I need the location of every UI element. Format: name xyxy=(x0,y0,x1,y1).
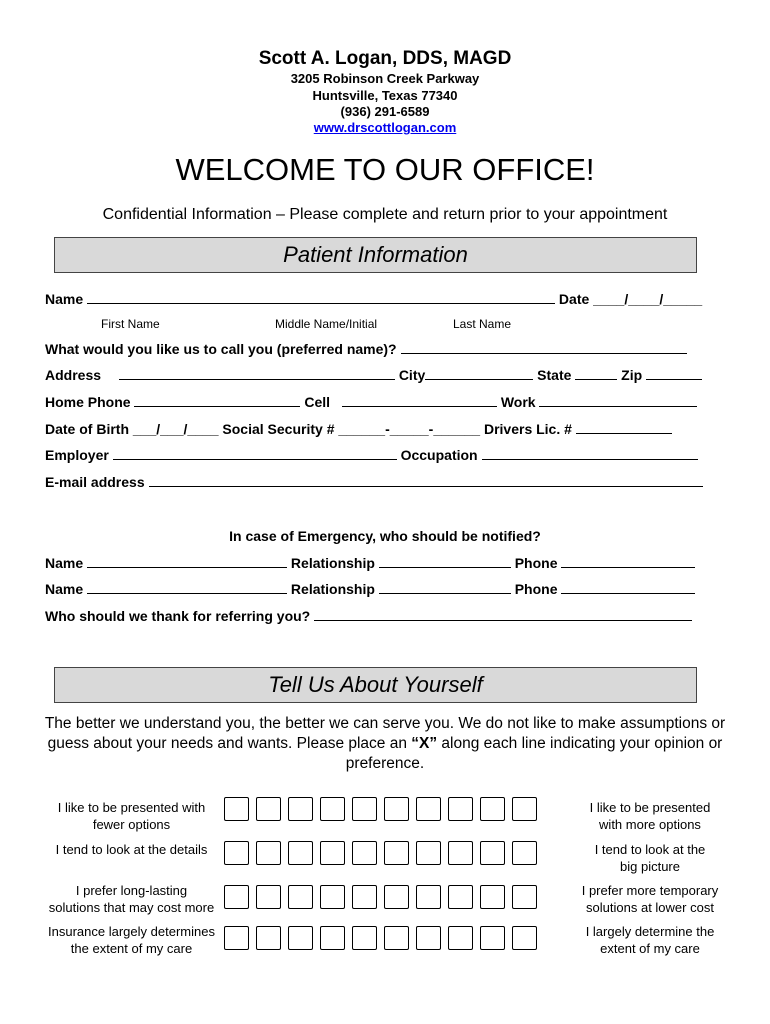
scale-1-right-line2: with more options xyxy=(599,817,701,832)
scale-1-left-line1: I like to be presented with xyxy=(57,800,206,815)
cell-label: Cell xyxy=(304,394,331,410)
office-phone: (936) 291-6589 xyxy=(340,104,430,119)
emergency-name-field[interactable] xyxy=(87,582,287,594)
scale-box[interactable] xyxy=(416,797,441,821)
email-field[interactable] xyxy=(149,475,703,487)
name-field[interactable] xyxy=(87,292,555,304)
first-name-caption: First Name xyxy=(101,317,160,331)
scale-box[interactable] xyxy=(512,797,537,821)
scale-3-left xyxy=(40,882,223,916)
name-row xyxy=(45,291,702,307)
intro-text-2: along each line indicating your opinion or preference. xyxy=(345,735,723,772)
scale-box[interactable] xyxy=(256,841,281,865)
last-name-caption: Last Name xyxy=(453,317,512,331)
home-phone-label: Home Phone xyxy=(45,394,131,410)
scale-box[interactable] xyxy=(416,841,441,865)
preferred-name-label: What would you like us to call you (preferred name)? xyxy=(45,341,397,357)
scale-4-right-line2: extent of my care xyxy=(600,941,700,956)
scale-box[interactable] xyxy=(288,885,313,909)
city-field[interactable] xyxy=(425,368,533,380)
scale-4-boxes xyxy=(224,926,537,950)
scale-3-left-line2: solutions that may cost more xyxy=(48,900,215,915)
referral-label: Who should we thank for referring you? xyxy=(45,608,311,624)
scale-box[interactable] xyxy=(448,797,473,821)
scale-3-right xyxy=(570,882,730,916)
scale-4-left xyxy=(40,923,223,957)
email-label: E-mail address xyxy=(45,474,145,490)
scale-box[interactable] xyxy=(352,885,377,909)
email-row xyxy=(45,474,703,490)
scale-box[interactable] xyxy=(416,885,441,909)
scale-4-left-line1: Insurance largely determines xyxy=(48,924,215,939)
preferred-name-row xyxy=(45,341,687,357)
scale-1-right-line1: I like to be presented xyxy=(589,800,711,815)
scale-4-right-line1: I largely determine the xyxy=(585,924,715,939)
scale-box[interactable] xyxy=(480,841,505,865)
scale-2-left-line1: I tend to look at the details xyxy=(55,842,208,857)
scale-box[interactable] xyxy=(256,926,281,950)
scale-box[interactable] xyxy=(352,841,377,865)
patient-info-banner: Patient Information xyxy=(54,237,697,273)
drivers-lic-field[interactable] xyxy=(576,422,672,434)
scale-2-left xyxy=(40,841,223,858)
phones-row xyxy=(45,394,697,410)
emergency-heading: In case of Emergency, who should be notified? xyxy=(229,528,541,544)
scale-3-left-line1: I prefer long-lasting xyxy=(75,883,188,898)
scale-box[interactable] xyxy=(352,797,377,821)
emergency-contact-1 xyxy=(45,555,695,571)
date-label: Date xyxy=(558,291,590,307)
home-phone-field[interactable] xyxy=(134,395,300,407)
scale-box[interactable] xyxy=(320,926,345,950)
scale-3-right-line2: solutions at lower cost xyxy=(586,900,714,915)
scale-1-right xyxy=(570,799,730,833)
scale-box[interactable] xyxy=(384,885,409,909)
relationship-field[interactable] xyxy=(379,556,511,568)
address-line2: Huntsville, Texas 77340 xyxy=(312,88,458,103)
scale-2-right-line2: big picture xyxy=(620,859,680,874)
scale-box[interactable] xyxy=(288,797,313,821)
intro-text-1: The better we understand you, the better we can serve you. We do not like to make assumptions or guess about your needs and wants. Please place an xyxy=(44,715,726,752)
cell-field[interactable] xyxy=(342,395,497,407)
occupation-field[interactable] xyxy=(482,448,698,460)
zip-field[interactable] xyxy=(646,368,702,380)
scale-3-boxes xyxy=(224,885,537,909)
scale-box[interactable] xyxy=(480,926,505,950)
scale-box[interactable] xyxy=(512,885,537,909)
relationship-label: Relationship xyxy=(290,581,375,597)
intro-x-mark: “X” xyxy=(411,735,438,752)
dob-field[interactable]: ___/___/____ xyxy=(132,421,219,437)
scale-box[interactable] xyxy=(320,841,345,865)
scale-2-right-line1: I tend to look at the xyxy=(594,842,706,857)
employer-label: Employer xyxy=(45,447,109,463)
employer-row xyxy=(45,447,698,463)
emergency-phone-label: Phone xyxy=(514,581,558,597)
address-row xyxy=(45,367,702,383)
address-line1: 3205 Robinson Creek Parkway xyxy=(290,71,480,86)
scale-box[interactable] xyxy=(384,926,409,950)
date-field[interactable]: ____/____/_____ xyxy=(593,291,703,307)
emergency-phone-label: Phone xyxy=(514,555,558,571)
scale-box[interactable] xyxy=(288,926,313,950)
about-banner: Tell Us About Yourself xyxy=(54,667,697,703)
relationship-label: Relationship xyxy=(290,555,375,571)
scale-box[interactable] xyxy=(320,885,345,909)
scale-box[interactable] xyxy=(224,841,249,865)
scale-4-left-line2: the extent of my care xyxy=(70,941,193,956)
scale-box[interactable] xyxy=(512,841,537,865)
scale-1-left-line2: fewer options xyxy=(92,817,171,832)
preferred-name-field[interactable] xyxy=(401,342,687,354)
scale-3-right-line1: I prefer more temporary xyxy=(581,883,719,898)
emergency-name-label: Name xyxy=(45,581,84,597)
scale-box[interactable] xyxy=(320,797,345,821)
state-label: State xyxy=(537,367,572,383)
scale-box[interactable] xyxy=(448,841,473,865)
work-field[interactable] xyxy=(539,395,697,407)
occupation-label: Occupation xyxy=(400,447,478,463)
scale-2-right xyxy=(570,841,730,875)
scale-box[interactable] xyxy=(256,885,281,909)
scale-box[interactable] xyxy=(288,841,313,865)
emergency-phone-field[interactable] xyxy=(561,582,695,594)
scale-box[interactable] xyxy=(256,797,281,821)
middle-name-caption: Middle Name/Initial xyxy=(275,317,378,331)
dob-row xyxy=(45,421,672,437)
ssn-field[interactable]: ______-_____-______ xyxy=(338,421,481,437)
address-field[interactable] xyxy=(119,368,395,380)
work-label: Work xyxy=(500,394,536,410)
referral-row xyxy=(45,608,692,624)
scale-1-boxes xyxy=(224,797,537,821)
emergency-name-label: Name xyxy=(45,555,84,571)
scale-box[interactable] xyxy=(480,885,505,909)
city-label: City xyxy=(398,367,426,383)
scale-box[interactable] xyxy=(512,926,537,950)
confidential-note: Confidential Information – Please complete and return prior to your appointment xyxy=(102,206,668,223)
relationship-field[interactable] xyxy=(379,582,511,594)
welcome-heading: WELCOME TO OUR OFFICE! xyxy=(175,152,595,187)
scale-box[interactable] xyxy=(352,926,377,950)
scale-box[interactable] xyxy=(384,797,409,821)
scale-box[interactable] xyxy=(224,926,249,950)
name-label: Name xyxy=(45,291,84,307)
state-field[interactable] xyxy=(575,368,617,380)
scale-2-boxes xyxy=(224,841,537,865)
scale-box[interactable] xyxy=(448,926,473,950)
drivers-lic-label: Drivers Lic. # xyxy=(483,421,572,437)
dob-label: Date of Birth xyxy=(45,421,129,437)
zip-label: Zip xyxy=(621,367,643,383)
emergency-phone-field[interactable] xyxy=(561,556,695,568)
emergency-name-field[interactable] xyxy=(87,556,287,568)
ssn-label: Social Security # xyxy=(222,421,335,437)
website-link[interactable]: www.drscottlogan.com xyxy=(313,120,457,135)
scale-box[interactable] xyxy=(224,885,249,909)
scale-4-right xyxy=(570,923,730,957)
scale-box[interactable] xyxy=(448,885,473,909)
practice-name: Scott A. Logan, DDS, MAGD xyxy=(258,48,512,69)
scale-box[interactable] xyxy=(480,797,505,821)
emergency-contact-2 xyxy=(45,581,695,597)
about-intro xyxy=(40,714,730,774)
scale-1-left xyxy=(40,799,223,833)
address-label: Address xyxy=(45,367,102,383)
scale-box[interactable] xyxy=(224,797,249,821)
scale-box[interactable] xyxy=(384,841,409,865)
scale-box[interactable] xyxy=(416,926,441,950)
referral-field[interactable] xyxy=(314,609,692,621)
employer-field[interactable] xyxy=(113,448,397,460)
